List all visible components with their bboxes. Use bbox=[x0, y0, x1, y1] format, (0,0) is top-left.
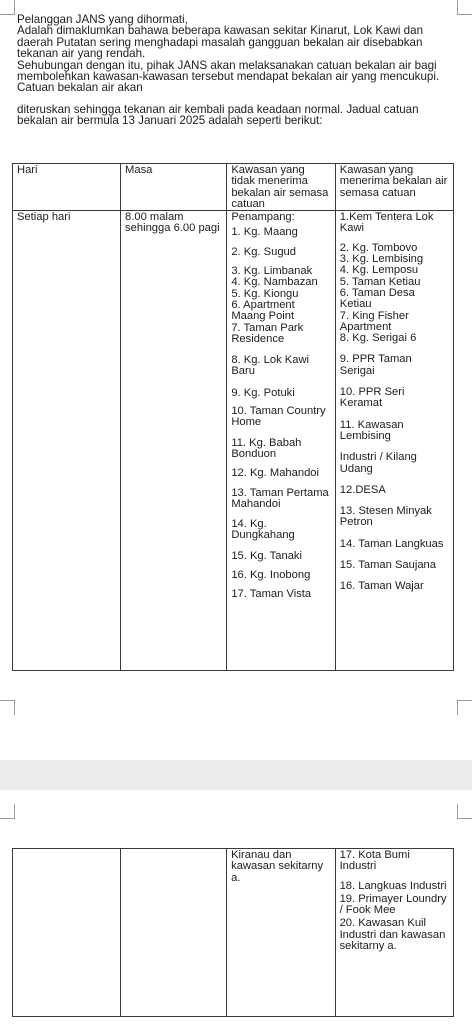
header-day: Hari bbox=[13, 164, 121, 211]
list-item: 3. Kg. Limbanak bbox=[231, 265, 313, 278]
time-cell-empty bbox=[121, 849, 227, 1017]
crop-mark bbox=[457, 804, 472, 819]
crop-mark bbox=[0, 0, 15, 15]
list-item: 13. Taman Pertama Mahandoi bbox=[231, 486, 329, 510]
header-not-receiving: Kawasan yang tidak menerima bekalan air semasa catuan bbox=[227, 164, 335, 211]
greeting: Pelanggan JANS yang dihormati, bbox=[17, 13, 188, 26]
list-title: Penampang: bbox=[231, 211, 295, 224]
list-item: 8. Kg. Serigai 6 bbox=[339, 332, 417, 345]
receiving-cell bbox=[335, 211, 453, 671]
crop-mark bbox=[457, 0, 472, 15]
notice-text bbox=[17, 14, 462, 127]
list-item: 1. Kg. Maang bbox=[231, 226, 298, 239]
list-item: 7. King Fisher Apartment bbox=[339, 309, 409, 333]
list-item: 4. Kg. Lemposu bbox=[339, 264, 419, 277]
list-item: 14. Kg. Dungkahang bbox=[231, 518, 295, 542]
day-cell-empty bbox=[13, 849, 121, 1017]
list-item: 17. Taman Vista bbox=[231, 588, 312, 601]
paragraph-3: diteruskan sehingga tekanan air kembali pada keadaan normal. Jadual catuan bekalan air bermula 13 Januari 2025 adalah seperti berikut: bbox=[17, 102, 419, 128]
list-item: 11. Kawasan Lembising bbox=[339, 418, 404, 442]
paragraph-2: Sehubungan dengan itu, pihak JANS akan melaksanakan catuan bekalan air bagi membolehkan kawasan-kawasan tersebut mendapat bekalan air yang mencukupi. Catuan bekalan air akan bbox=[17, 58, 440, 95]
list-item: 14. Taman Langkuas bbox=[339, 537, 444, 550]
table-row bbox=[13, 849, 454, 1017]
list-item: 16. Taman Wajar bbox=[339, 580, 424, 593]
schedule-table bbox=[12, 163, 454, 671]
crop-mark bbox=[457, 700, 472, 715]
page-gap bbox=[0, 760, 472, 790]
list-item: 10. PPR Seri Keramat bbox=[339, 386, 405, 410]
list-item: Industri / Kilang Udang bbox=[339, 451, 417, 475]
list-item: 6. Apartment Maang Point bbox=[231, 298, 295, 323]
document-page-2 bbox=[0, 790, 472, 1024]
list-item: 12. Kg. Mahandoi bbox=[231, 467, 320, 480]
time-cell: 8.00 malam sehingga 6.00 pagi bbox=[121, 211, 227, 671]
crop-mark bbox=[0, 700, 15, 715]
list-item: 20. Kawasan Kuil Industri dan kawasan sekitarny a. bbox=[339, 917, 446, 953]
list-item: 9. Kg. Potuki bbox=[231, 386, 295, 399]
list-item: 5. Kg. Kiongu bbox=[231, 287, 299, 300]
list-item: 16. Kg. Inobong bbox=[231, 569, 311, 582]
list-item: 7. Taman Park Residence bbox=[231, 321, 304, 345]
paragraph-1: Adalah dimaklumkan bahawa beberapa kawasan sekitar Kinarut, Lok Kawi dan daerah Putatan sering menghadapi masalah gangguan bekalan air disebabkan tekanan air yang rendah. bbox=[17, 24, 424, 61]
list-item: 9. PPR Taman Serigai bbox=[339, 353, 412, 377]
list-item: 13. Stesen Minyak Petron bbox=[339, 505, 432, 529]
table-header-row bbox=[13, 164, 454, 211]
schedule-table-continued bbox=[12, 848, 454, 1017]
list-item: 12.DESA bbox=[339, 483, 386, 496]
list-item: 2. Kg. Tombovo bbox=[339, 241, 418, 254]
header-time: Masa bbox=[121, 164, 227, 211]
list-item: 19. Primayer Loundry / Fook Mee bbox=[339, 892, 447, 917]
list-item: 18. Langkuas Industri bbox=[339, 879, 447, 892]
list-item: 2. Kg. Sugud bbox=[231, 245, 297, 258]
list-item: 1.Kem Tentera Lok Kawi bbox=[339, 211, 434, 235]
list-item: 10. Taman Country Home bbox=[231, 405, 326, 429]
list-item: 11. Kg. Babah Bonduon bbox=[231, 436, 302, 460]
not-receiving-cell bbox=[227, 211, 335, 671]
day-cell: Setiap hari bbox=[13, 211, 121, 671]
list-item: 5. Taman Ketiau bbox=[339, 275, 421, 288]
list-item: 8. Kg. Lok Kawi Baru bbox=[231, 354, 310, 378]
list-item: 17. Kota Bumi Industri bbox=[339, 849, 410, 873]
receiving-cell bbox=[335, 849, 453, 1017]
list-item: 6. Taman Desa Ketiau bbox=[339, 286, 415, 311]
header-receiving: Kawasan yang menerima bekalan air semasa catuan bbox=[335, 164, 453, 211]
not-receiving-cell: Kiranau dan kawasan sekitarny a. bbox=[227, 849, 335, 1017]
table-row bbox=[13, 211, 454, 671]
list-item: 15. Kg. Tanaki bbox=[231, 549, 303, 562]
crop-mark bbox=[0, 804, 15, 819]
list-item: 15. Taman Saujana bbox=[339, 559, 436, 572]
list-item: 3. Kg. Lembising bbox=[339, 253, 424, 266]
list-item: 4. Kg. Nambazan bbox=[231, 276, 318, 289]
